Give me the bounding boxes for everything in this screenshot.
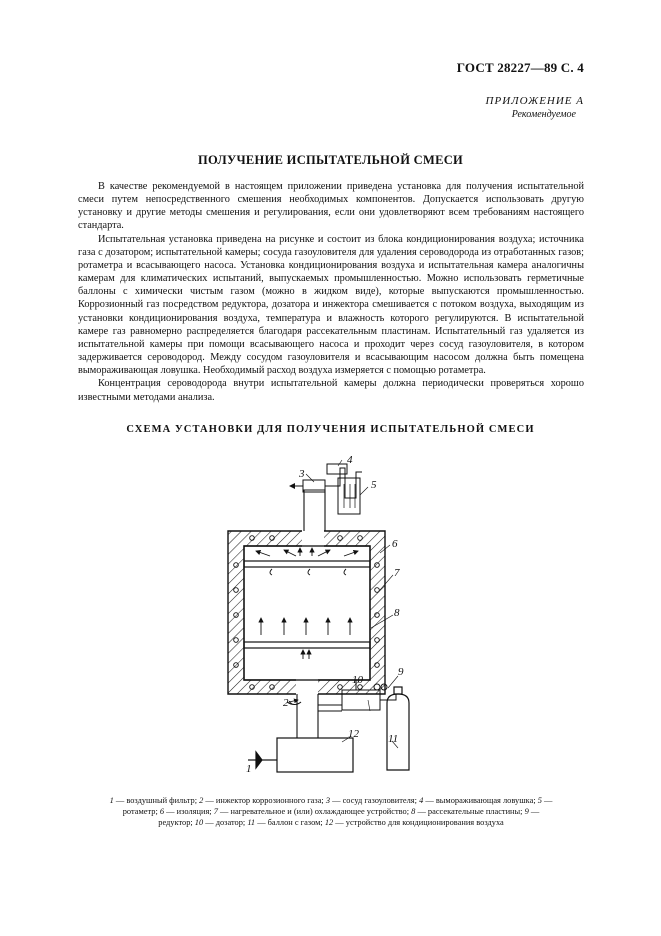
caption-num: 6 [159,807,165,816]
label-4: 4 [347,454,353,466]
label-11: 11 [388,733,399,745]
gas-cylinder [387,687,409,770]
caption-num: 9 [524,807,529,816]
label-8: 8 [394,607,400,619]
document-header: ГОСТ 28227—89 С. 4 [456,60,584,75]
caption-text: — инжектор коррозионного газа; [203,796,326,805]
caption-text: — баллон с газом; [255,818,325,827]
pipes [287,490,342,738]
air-conditioning-unit [248,738,353,772]
test-chamber [244,546,370,680]
insulation [228,528,385,696]
splitter-plate-top [244,561,370,567]
caption-text: — изоляция; [164,807,214,816]
caption-num: 2 [199,796,204,805]
paragraph: Испытательная установка приведена на рисунке и состоит из блока кондиционирования воздуха; источника газа с дозатором; испытательной камеры; сосуда газоуловителя для удаления сероводорода из отработанных газов; ротаметра и всасывающего насоса. Установка кондиционирования воздуха и испытательная камера аналогичны камерам для климатических испытаний, выпускаемых промышленностью. Можно использовать герметичные баллоны с химически чистым газом (можно в жидком виде), которые выпускаются промышленностью. Коррозионный газ посредством редуктора, дозатора и инжектора смешивается с потоком воздуха, выходящим из установки кондиционирования воздуха, температура и влажность которого регулируются. В испытательной камере газ равномерно распределяется благодаря рассекательным пластинам. Испытательный газ удаляется из испытательной камеры при помощи всасывающего насоса и проходит через сосуд газоуловителя, в котором задерживается сероводород. Между сосудом газоуловителя и всасывающим насосом должна быть помещена вымораживающая ловушка. Необходимый расход воздуха измеряется с помощью ротаметра. [78,233,584,377]
caption-num: 7 [213,807,218,816]
label-3: 3 [299,468,305,480]
caption-text: — дозатор; [203,818,248,827]
caption-num: 5 [537,796,542,805]
caption-text: — воздушный фильтр; [113,796,200,805]
caption-text: — рассекательные пластины; [415,807,525,816]
splitter-plate-bottom [244,642,370,648]
label-2: 2 [283,697,289,709]
caption-text: — сосуд газоуловителя; [330,796,420,805]
label-7: 7 [394,567,400,579]
heating-cooling-coils [234,536,380,690]
rotameter [338,478,360,514]
paragraph: В качестве рекомендуемой в настоящем приложении приведена установка для получения испытательной смеси путем непосредственного смешения необходимых компонентов. Допускается использовать другую установку и другие методы смешения и регулирования, если они удовлетворяют всем требованиям настоящего стандарта. [78,181,584,232]
caption-num: 4 [419,796,424,805]
appendix-label: ПРИЛОЖЕНИЕ А [485,95,584,107]
label-9: 9 [398,666,404,678]
caption-num: 3 [325,796,331,805]
caption-text: — редуктор; [158,807,540,827]
appendix-status: Рекомендуемое [511,109,576,120]
freezing-trap [327,464,347,474]
paragraph: Концентрация сероводорода внутри испытательной камеры должна периодически проверяться хорошо известными методами анализа. [78,378,584,403]
caption-num: 8 [411,807,416,816]
caption-num: 11 [247,818,256,827]
diagram-title: СХЕМА УСТАНОВКИ ДЛЯ ПОЛУЧЕНИЯ ИСПЫТАТЕЛЬНОЙ СМЕСИ [126,424,535,435]
body-text [78,180,584,404]
setup-diagram [0,440,661,790]
label-5: 5 [371,479,377,491]
caption-text: — ротаметр; [122,796,553,816]
label-1: 1 [246,763,252,775]
figure-caption [108,795,554,828]
section-title: ПОЛУЧЕНИЕ ИСПЫТАТЕЛЬНОЙ СМЕСИ [197,153,464,167]
label-12: 12 [348,728,359,740]
caption-text: — вымораживающая ловушка; [423,796,538,805]
label-10: 10 [352,674,363,686]
caption-num: 12 [324,818,334,827]
caption-num: 10 [194,818,204,827]
caption-text: — устройство для кондиционирования воздуха [333,818,504,827]
label-6: 6 [392,538,398,550]
caption-num: 1 [109,796,114,805]
caption-text: — нагревательное и (или) охлаждающее устройство; [217,807,412,816]
